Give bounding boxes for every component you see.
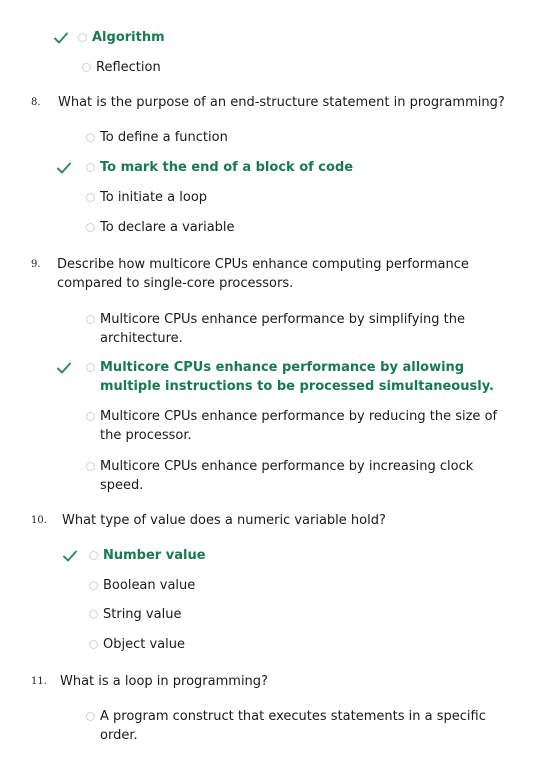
option-label: Multicore CPUs enhance performance by increasing clock speed. <box>100 459 474 493</box>
radio-circle-icon[interactable] <box>86 193 95 202</box>
radio-circle-icon[interactable] <box>82 63 91 72</box>
option-label: To initiate a loop <box>100 190 208 205</box>
option-label: Object value <box>103 637 185 652</box>
option-label: Reflection <box>96 60 161 75</box>
option-label: Multicore CPUs enhance performance by allowing multiple instructions to be processed simultaneously. <box>100 360 494 394</box>
option-label: Multicore CPUs enhance performance by reducing the size of the processor. <box>100 409 498 443</box>
radio-circle-icon[interactable] <box>86 315 95 324</box>
radio-circle-icon[interactable] <box>86 462 95 471</box>
question-number: 11. <box>31 676 47 687</box>
answer-option[interactable] <box>86 457 486 495</box>
answer-option[interactable] <box>86 707 526 745</box>
checkmark-icon <box>56 361 72 375</box>
option-label: String value <box>103 607 182 622</box>
answer-option[interactable] <box>78 28 165 47</box>
answer-option[interactable] <box>89 635 185 654</box>
question-number: 9. <box>31 259 41 270</box>
radio-circle-icon[interactable] <box>78 33 87 42</box>
answer-option[interactable] <box>89 546 206 565</box>
option-label: To define a function <box>100 130 228 145</box>
answer-option[interactable] <box>86 218 235 237</box>
answer-option[interactable] <box>89 605 181 624</box>
answer-option[interactable] <box>86 358 506 396</box>
radio-circle-icon[interactable] <box>89 640 98 649</box>
radio-circle-icon[interactable] <box>89 610 98 619</box>
question-text: Describe how multicore CPUs enhance computing performance compared to single-core processors. <box>57 257 469 291</box>
option-label: To declare a variable <box>100 220 235 235</box>
answer-option[interactable] <box>86 407 506 445</box>
radio-circle-icon[interactable] <box>86 363 95 372</box>
radio-circle-icon[interactable] <box>89 581 98 590</box>
option-label: Number value <box>103 548 206 563</box>
option-label: A program construct that executes statements in a specific order. <box>100 709 486 743</box>
question-number: 10. <box>31 515 47 526</box>
answer-option[interactable] <box>86 158 353 177</box>
radio-circle-icon[interactable] <box>86 223 95 232</box>
answer-option[interactable] <box>86 128 228 147</box>
checkmark-icon <box>56 161 72 175</box>
checkmark-icon <box>62 549 78 563</box>
radio-circle-icon[interactable] <box>86 412 95 421</box>
option-label: To mark the end of a block of code <box>100 160 354 175</box>
option-label: Boolean value <box>103 578 196 593</box>
checkmark-icon <box>53 31 69 45</box>
option-label: Algorithm <box>92 30 165 45</box>
question-text: What is a loop in programming? <box>60 674 268 689</box>
option-label: Multicore CPUs enhance performance by simplifying the architecture. <box>100 312 465 346</box>
question-text: What is the purpose of an end-structure statement in programming? <box>58 95 505 110</box>
radio-circle-icon[interactable] <box>86 133 95 142</box>
radio-circle-icon[interactable] <box>86 163 95 172</box>
radio-circle-icon[interactable] <box>89 551 98 560</box>
answer-option[interactable] <box>89 576 195 595</box>
answer-option[interactable] <box>86 310 486 348</box>
question-text: What type of value does a numeric variable hold? <box>62 513 386 528</box>
question-number: 8. <box>31 97 41 108</box>
radio-circle-icon[interactable] <box>86 712 95 721</box>
answer-option[interactable] <box>86 188 207 207</box>
answer-option[interactable] <box>82 58 161 77</box>
